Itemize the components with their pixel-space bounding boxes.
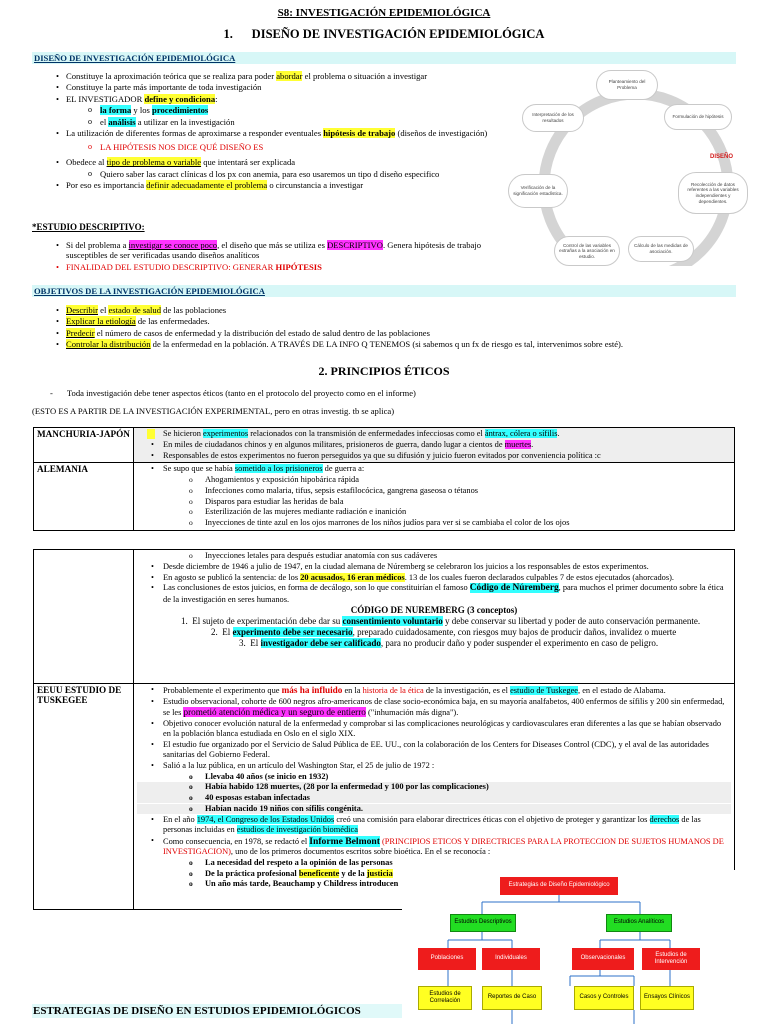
section-1-number: 1. — [223, 27, 233, 41]
list-item: • Constituye la aproximación teórica que se realiza para poder abordar el problema o situación a investigar — [32, 71, 502, 81]
cycle-node-medidas: Cálculo de las medidas de asociación. — [628, 236, 694, 262]
table-row — [34, 463, 735, 531]
org-node-intervencion: Estudios de Intervención — [642, 948, 700, 970]
list-item: o Había habido 128 muertes, (28 por la enfermedad y 100 por las complicaciones) — [137, 782, 731, 792]
org-node-analiticos: Estudios Analíticos — [606, 914, 672, 932]
list-item: • Estudio observacional, cohorte de 600 negros afro-americanos de clase socio-económica baja, en su mayoría analfabetos, 400 enfermos de sífilis y 200 sin enfermedad, se les prometió atención médica y un seguro de entierro ("inhumación más digna"). — [137, 697, 731, 719]
list-item: o Inyecciones letales para después estudiar anatomía con sus cadáveres — [137, 551, 731, 561]
list-item: • Predecir el número de casos de enfermedad y la distribución del estado de salud dentro de las poblaciones — [32, 328, 732, 338]
diseno-list — [32, 71, 502, 192]
row-content — [134, 428, 735, 463]
list-item: o Habían nacido 19 niños con sífilis congénita. — [137, 804, 731, 814]
org-node-reportes: Reportes de Caso — [482, 986, 542, 1010]
diseno-band: DISEÑO DE INVESTIGACIÓN EPIDEMIOLÓGICA — [32, 52, 736, 64]
org-node-ensayos: Ensayos Clínicos — [640, 986, 694, 1010]
list-item: • Probablemente el experimento que más ha influido en la historia de la ética de la investigación, es el estudio de Tuskegee, en el estado de Alabama. — [137, 685, 731, 696]
cycle-node-verificacion: Verificación de la significación estadística. — [508, 174, 568, 208]
list-item: o Disparos para estudiar las heridas de bala — [137, 497, 731, 507]
list-item: o La necesidad del respeto a la opinión de las personas — [137, 858, 731, 868]
row-label-empty — [34, 550, 134, 684]
footer-heading: ESTRATEGIAS DE DISEÑO EN ESTUDIOS EPIDEMIOLÓGICOS — [33, 1005, 361, 1017]
list-item: • Como consecuencia, en 1978, se redactó el Informe Belmont (PRINCIPIOS ETICOS Y DIRECTRICES PARA LA PROTECCION DE SUJETOS HUMANOS DE INVESTIGACION), uno de los primeros documentos escritos sobre bioética. En el se reconocía : — [137, 836, 731, 858]
section-1-title — [0, 27, 768, 42]
org-node-correlacion: Estudios de Correlación — [418, 986, 472, 1010]
list-item: • La utilización de diferentes formas de aproximarse a responder eventuales hipótesis de trabajo (diseños de investigación) — [32, 128, 502, 138]
list-item: • En agosto se publicó la sentencia: de los 20 acusados, 16 eran médicos. 13 de los cuales fueron declarados culpables 7 de estos ejecutados (ahorcados). — [137, 573, 731, 583]
list-item: o Quiero saber las caract clínicas d los px con anemia, para eso usaremos un tipo d diseño especifico — [32, 169, 502, 179]
list-item: • Las conclusiones de estos juicios, en forma de decálogo, son lo que constituirían el famoso Código de Núremberg, para muchos el primer documento sobre la ética de la investigación en seres humanos. — [137, 583, 731, 605]
list-item: o LA HIPÓTESIS NOS DICE QUÉ DISEÑO ES — [32, 142, 502, 152]
list-item: • Explicar la etiología de las enfermedades. — [32, 316, 732, 326]
list-item: o De la práctica profesional beneficente y de la justicia — [137, 869, 731, 879]
list-item: • Por eso es importancia definir adecuadamente el problema o circunstancia a investigar — [32, 180, 502, 190]
section-1-heading: DISEÑO DE INVESTIGACIÓN EPIDEMIOLÓGICA — [251, 27, 545, 41]
org-node-root: Estrategias de Diseño Epidemiológico — [500, 877, 618, 895]
cycle-node-control: Control de las variables extrañas a la asociación en estudio. — [554, 236, 620, 266]
ethics-table-2 — [33, 549, 735, 910]
list-item: o Ahogamientos y exposición hipobárica rápida — [137, 475, 731, 485]
codigo-item-3: 3. El investigador debe ser calificado, para no producir daño y poder suspender el experimento en caso de peligro. — [239, 638, 659, 649]
row-content — [134, 550, 735, 684]
list-item: • FINALIDAD DEL ESTUDIO DESCRIPTIVO: GENERAR HIPÓTESIS — [32, 262, 502, 272]
list-item: • Desde diciembre de 1946 a julio de 1947, en la ciudad alemana de Núremberg se celebraron los juicios a los responsables de estos experimentos. — [137, 562, 731, 572]
list-item: o Esterilización de las mujeres mediante radiación e inanición — [137, 507, 731, 517]
descriptivo-list — [32, 240, 502, 273]
list-item: • En miles de ciudadanos chinos y en algunos militares, prisioneros de guerra, dando lugar a cientos de muertes. — [137, 440, 731, 450]
org-node-poblaciones: Poblaciones — [418, 948, 476, 970]
research-cycle-diagram — [508, 66, 760, 266]
list-item: o Llevaba 40 años (se inicio en 1932) — [137, 772, 731, 782]
cycle-node-interpretacion: Interpretación de los resultados — [522, 104, 584, 132]
row-label-manchuria: MANCHURIA-JAPÓN — [34, 428, 134, 463]
list-item: o el análisis a utilizar en la investigación — [32, 117, 502, 127]
list-item: • EL INVESTIGADOR define y condiciona: — [32, 94, 502, 104]
list-item: • Se supo que se había sometido a los prisioneros de guerra a: — [137, 464, 731, 474]
descriptivo-heading: *ESTUDIO DESCRIPTIVO: — [32, 222, 145, 232]
cycle-node-hipotesis: Formulación de hipótesis — [664, 104, 732, 130]
row-content — [134, 463, 735, 531]
list-item: • Salió a la luz pública, en un artículo del Washington Star, el 25 de julio de 1972 : — [137, 761, 731, 771]
list-item: o Infecciones como malaria, tifus, sepsis estafilocócica, gangrena gaseosa o tétanos — [137, 486, 731, 496]
list-item: • El estudio fue organizado por el Servicio de Salud Pública de EE. UU., con la colaboración de los Centers for Diseases Control (CDC), y el aval de las autoridades sanitarias del Gobierno Federal. — [137, 740, 731, 761]
table-row — [34, 550, 735, 684]
list-item: • Constituye la parte más importante de toda investigación — [32, 82, 502, 92]
list-item: • En el año 1974, el Congreso de los Estados Unidos creó una comisión para elaborar directrices éticas con el objetivo de proteger y garantizar los derechos de las personas incluidas en estudios de investigación biomédica — [137, 815, 731, 836]
list-item: • Controlar la distribución de la enfermedad en la población. A TRAVÉS DE LA INFO Q TENEMOS (si sabemos q un fx de riesgo es tal, intervenimos sobre esté). — [32, 339, 732, 349]
list-item: • Objetivo conocer evolución natural de la enfermedad y comprobar si las complicaciones neurológicas y cardiovasculares eran diferentes a las que se habían observado en la población blanca estudiada en Oslo en el siglo XIX. — [137, 719, 731, 740]
org-node-observacionales: Observacionales — [572, 948, 634, 970]
objetivos-band: OBJETIVOS DE LA INVESTIGACIÓN EPIDEMIOLÓGICA — [32, 285, 736, 297]
cycle-node-recoleccion: Recolección de datos referentes a las variables independientes y dependientes. — [678, 172, 748, 214]
list-item: • Se hicieron experimentos relacionados con la transmisión de enfermedades infecciosas como el ántrax, cólera o sífilis. — [137, 429, 731, 439]
list-item: o Inyecciones de tinte azul en los ojos marrones de los niños judíos para ver si se cambiaba el color de los ojos — [137, 518, 731, 528]
table-row — [34, 428, 735, 463]
list-item: • Responsables de estos experimentos no fueron perseguidos ya que su difusión y juicio fueron evitados por conveniencia política :c — [137, 451, 731, 461]
estrategias-org-chart — [402, 870, 768, 1024]
org-node-descriptivos: Estudios Descriptivos — [450, 914, 516, 932]
section-2-title: 2. PRINCIPIOS ÉTICOS — [318, 364, 450, 378]
etica-note: (ESTO ES A PARTIR DE LA INVESTIGACIÓN EXPERIMENTAL, pero en otras investig. tb se aplica) — [32, 406, 395, 416]
cycle-label-diseno: DISEÑO — [710, 154, 734, 160]
etica-dash-item: - Toda investigación debe tener aspectos éticos (tanto en el protocolo del proyecto como en el informe) — [50, 388, 416, 398]
document-title: S8: INVESTIGACIÓN EPIDEMIOLÓGICA — [277, 7, 491, 19]
row-label-tuskegee: EEUU ESTUDIO DE TUSKEGEE — [34, 684, 134, 910]
ethics-table-1 — [33, 427, 735, 531]
list-item: o 40 esposas estaban infectadas — [137, 793, 731, 803]
cycle-node-problema: Planteamiento del Problema — [596, 70, 658, 100]
codigo-item-1: 1. El sujeto de experimentación debe dar su consentimiento voluntario y debe conservar su libertad y poder de auto conservación permanente. — [181, 616, 701, 627]
list-item: • Obedece al tipo de problema o variable que intentará ser explicada — [32, 157, 502, 167]
codigo-title: CÓDIGO DE NUREMBERG (3 conceptos) — [350, 605, 518, 616]
org-node-casos-controles: Casos y Controles — [574, 986, 634, 1010]
codigo-item-2: 2. El experimento debe ser necesario, preparado cuidadosamente, con riesgos muy bajos de producir daños, invalidez o muerte — [211, 627, 677, 638]
org-node-individuales: Individuales — [482, 948, 540, 970]
list-item: • Describir el estado de salud de las poblaciones — [32, 305, 732, 315]
objetivos-list — [32, 305, 732, 351]
list-item: o Un año más tarde, Beauchamp y Childress introducen — [137, 879, 731, 889]
list-item: o la forma y los procedimientos — [32, 105, 502, 115]
list-item: • Si del problema a investigar se conoce poco, el diseño que más se utiliza es DESCRIPTIVO. Genera hipótesis de trabajo susceptibles de ser verificadas usando diseños analíticos — [32, 240, 502, 261]
row-label-alemania: ALEMANIA — [34, 463, 134, 531]
